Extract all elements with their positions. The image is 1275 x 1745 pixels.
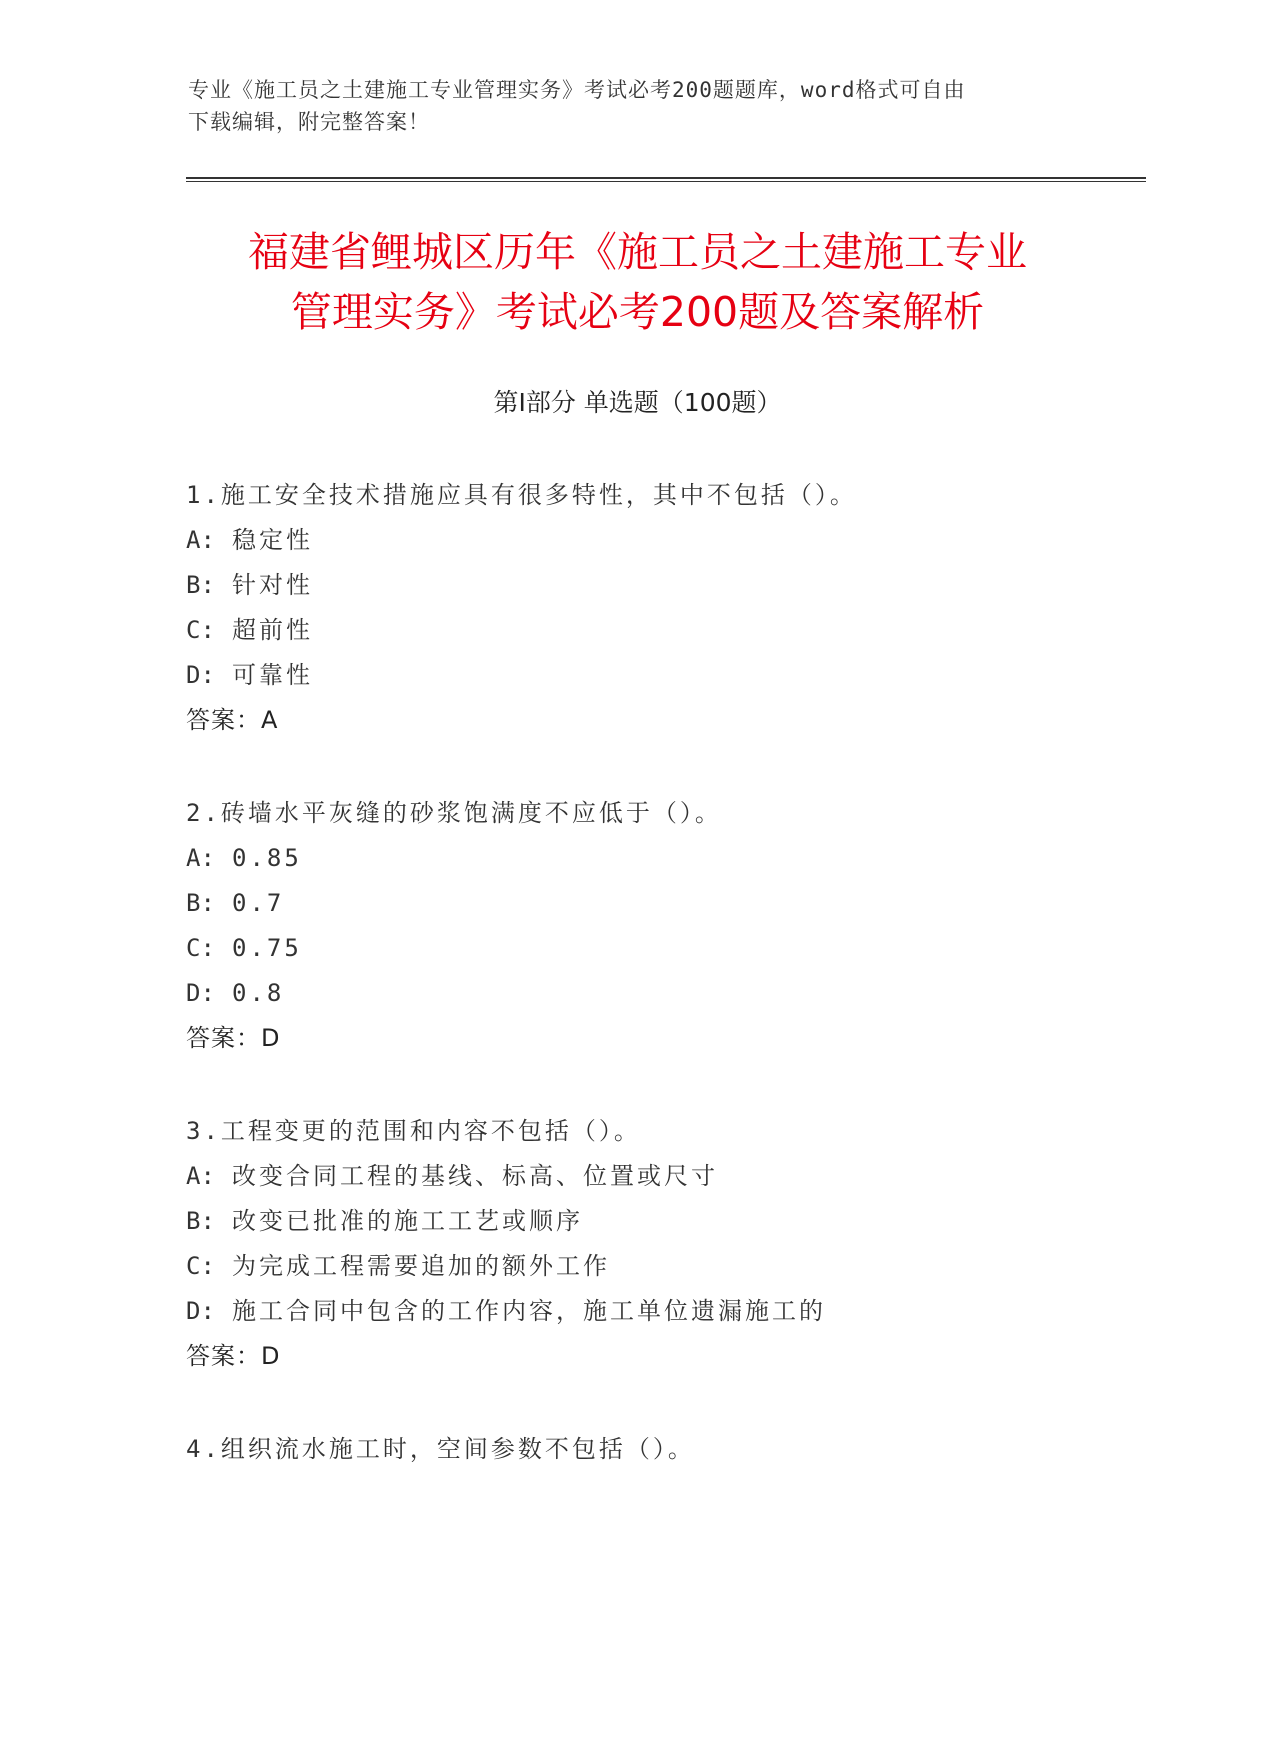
option-c [186, 608, 1186, 653]
option-letter: A: [186, 844, 215, 872]
answer: 答案：D [186, 1342, 281, 1370]
option-text: 0.7 [232, 889, 285, 917]
option-text: 施工合同中包含的工作内容，施工单位遗漏施工的 [232, 1297, 826, 1325]
option-b [186, 881, 1186, 926]
question-list [186, 473, 1186, 1745]
document-title-line-2: 管理实务》考试必考200题及答案解析 [290, 288, 985, 336]
question-2 [186, 791, 1186, 1109]
option-letter: D: [186, 979, 215, 1007]
option-letter: C: [186, 1252, 215, 1280]
option-text: 可靠性 [232, 661, 313, 689]
option-letter: B: [186, 889, 215, 917]
option-text: 改变已批准的施工工艺或顺序 [232, 1207, 583, 1235]
option-letter: A: [186, 526, 215, 554]
option-a [186, 836, 1186, 881]
option-d [186, 1289, 1186, 1334]
option-b [186, 563, 1186, 608]
option-text: 为完成工程需要追加的额外工作 [232, 1252, 610, 1280]
option-a [186, 1154, 1186, 1199]
header-note-line-1: 专业《施工员之土建施工专业管理实务》考试必考200题题库，word格式可自由 [188, 78, 966, 102]
option-c [186, 926, 1186, 971]
option-letter: D: [186, 661, 215, 689]
option-text: 0.85 [232, 844, 302, 872]
option-c [186, 1244, 1186, 1289]
option-text: 改变合同工程的基线、标高、位置或尺寸 [232, 1162, 718, 1190]
question-1 [186, 473, 1186, 791]
option-text: 超前性 [232, 616, 313, 644]
document-title [150, 222, 1125, 342]
header-divider-thick [186, 177, 1146, 179]
option-letter: B: [186, 571, 215, 599]
question-4 [186, 1427, 1186, 1745]
question-3 [186, 1109, 1186, 1427]
option-letter: C: [186, 616, 215, 644]
option-d [186, 971, 1186, 1016]
answer: 答案：A [186, 706, 279, 734]
option-letter: A: [186, 1162, 215, 1190]
option-d [186, 653, 1186, 698]
header-note-line-2: 下载编辑，附完整答案！ [188, 110, 430, 134]
header-divider-thin [186, 181, 1146, 182]
question-text: 4.组织流水施工时，空间参数不包括（）。 [186, 1435, 695, 1463]
option-text: 稳定性 [232, 526, 313, 554]
document-title-line-1: 福建省鲤城区历年《施工员之土建施工专业 [248, 228, 1027, 276]
section-title: 第Ⅰ部分 单选题（100题） [493, 388, 782, 417]
option-b [186, 1199, 1186, 1244]
header-note [188, 74, 1088, 138]
question-text: 1.施工安全技术措施应具有很多特性，其中不包括（）。 [186, 481, 857, 509]
option-letter: C: [186, 934, 215, 962]
option-text: 0.8 [232, 979, 285, 1007]
option-a [186, 518, 1186, 563]
answer: 答案：D [186, 1024, 281, 1052]
option-text: 0.75 [232, 934, 302, 962]
question-text: 2.砖墙水平灰缝的砂浆饱满度不应低于（）。 [186, 799, 722, 827]
option-text: 针对性 [232, 571, 313, 599]
option-letter: B: [186, 1207, 215, 1235]
question-text: 3.工程变更的范围和内容不包括（）。 [186, 1117, 641, 1145]
option-letter: D: [186, 1297, 215, 1325]
